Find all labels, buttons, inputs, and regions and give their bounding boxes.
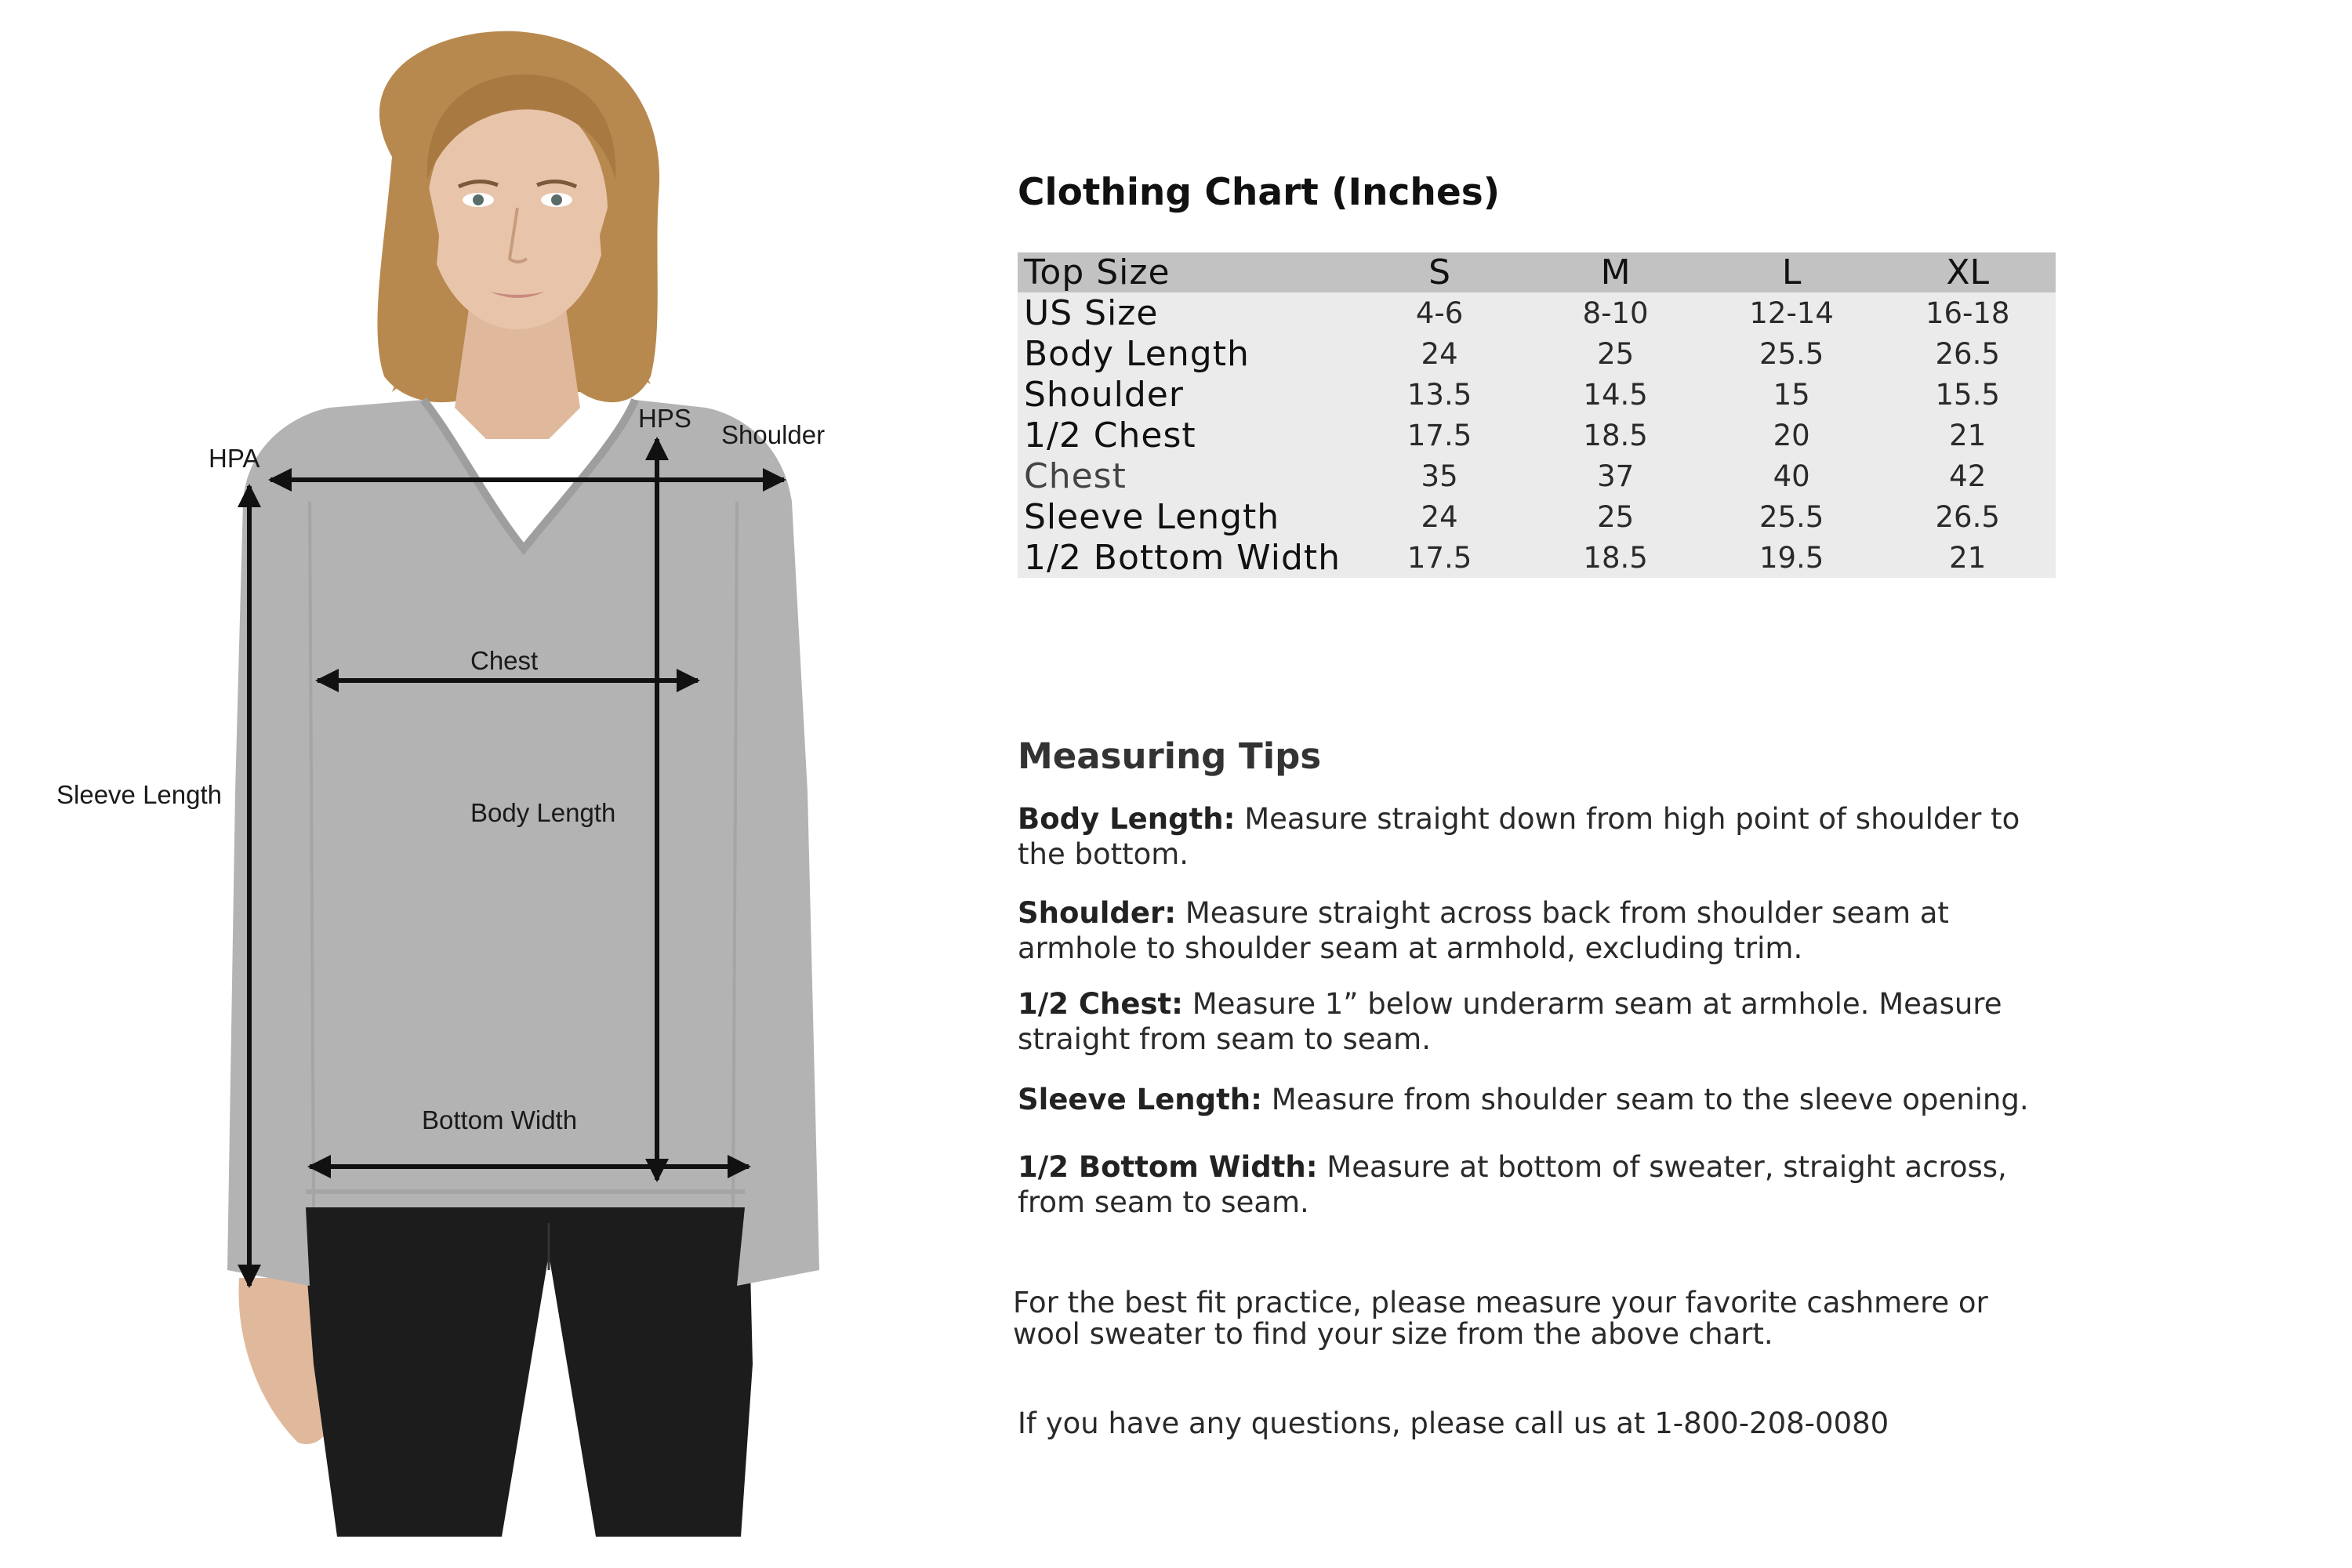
tip-body-length (1018, 801, 2037, 872)
table-cell: 24 (1421, 499, 1458, 534)
table-cell: 42 (1949, 459, 1987, 493)
hps-label: HPS (638, 404, 691, 433)
model-figure (0, 0, 894, 1568)
table-cell: 18.5 (1583, 540, 1648, 575)
table-cell: 12-14 (1749, 296, 1834, 330)
tip-text: Measure straight down from high point of shoulder to the bottom. (1018, 802, 2020, 871)
tip-term: 1/2 Chest: (1018, 987, 1183, 1021)
sweater (227, 400, 819, 1286)
row-label: Chest (1024, 456, 1127, 496)
table-cell: 35 (1421, 459, 1458, 493)
pants (302, 1207, 753, 1537)
table-cell: 21 (1949, 418, 1987, 452)
table-row (1018, 537, 2056, 578)
table-header-row (1018, 252, 2056, 292)
header-cell-size: XL (1879, 252, 2056, 292)
hpa-label: HPA (209, 444, 260, 473)
table-cell: 40 (1773, 459, 1810, 493)
tip-term: 1/2 Bottom Width: (1018, 1150, 1318, 1184)
table-row (1018, 456, 2056, 496)
fit-note: For the best fit practice, please measure your favorite cashmere or wool sweater to find your size from the above chart. (1013, 1286, 1988, 1351)
table-cell: 26.5 (1935, 499, 2000, 534)
table-cell: 19.5 (1759, 540, 1824, 575)
body-length-label: Body Length (470, 798, 616, 827)
sleeve-length-label: Sleeve Length (56, 780, 223, 809)
table-cell: 37 (1597, 459, 1635, 493)
tip-text: Measure at bottom of sweater, straight across, from seam to seam. (1018, 1150, 2007, 1219)
table-row (1018, 496, 2056, 537)
table-cell: 13.5 (1406, 377, 1472, 412)
table-cell: 24 (1421, 336, 1458, 371)
table-cell: 15.5 (1935, 377, 2000, 412)
row-label: Body Length (1024, 333, 1250, 374)
header-cell-size: S (1352, 252, 1528, 292)
table-row (1018, 292, 2056, 333)
table-cell: 21 (1949, 540, 1987, 575)
tip-half-bottom-width (1018, 1149, 2037, 1220)
shoulder-label: Shoulder (721, 420, 826, 449)
table-row (1018, 415, 2056, 456)
row-label: 1/2 Chest (1024, 415, 1196, 456)
contact-note: If you have any questions, please call us at 1-800-208-0080 (1018, 1406, 1889, 1440)
tip-text: Measure 1” below underarm seam at armhole. Measure straight from seam to seam. (1018, 987, 2002, 1056)
header-cell-size: L (1704, 252, 1880, 292)
table-cell: 20 (1773, 418, 1810, 452)
tip-sleeve-length (1018, 1082, 2037, 1117)
table-row (1018, 374, 2056, 415)
table-cell: 26.5 (1935, 336, 2000, 371)
table-cell: 25.5 (1759, 336, 1824, 371)
bottom-width-label: Bottom Width (422, 1105, 578, 1134)
table-cell: 25.5 (1759, 499, 1824, 534)
tip-shoulder (1018, 895, 2037, 966)
table-cell: 17.5 (1406, 418, 1472, 452)
tip-term: Shoulder: (1018, 896, 1177, 930)
chart-title: Clothing Chart (Inches) (1018, 171, 1501, 214)
tip-term: Sleeve Length: (1018, 1083, 1262, 1116)
tip-half-chest (1018, 986, 2037, 1057)
tip-text: Measure from shoulder seam to the sleeve opening. (1261, 1083, 2029, 1116)
tips-heading: Measuring Tips (1018, 735, 1322, 777)
table-cell: 4-6 (1415, 296, 1464, 330)
header-cell-size: M (1527, 252, 1704, 292)
table-cell: 15 (1773, 377, 1810, 412)
row-label: Sleeve Length (1024, 496, 1280, 537)
tip-text: Measure straight across back from shoulder seam at armhole to shoulder seam at armhold, excluding trim. (1018, 896, 1949, 965)
row-label: US Size (1024, 292, 1159, 333)
row-label: Shoulder (1024, 374, 1184, 415)
table-cell: 25 (1597, 336, 1635, 371)
table-cell: 25 (1597, 499, 1635, 534)
size-table (1018, 252, 2056, 578)
tip-term: Body Length: (1018, 802, 1236, 836)
table-cell: 16-18 (1925, 296, 2010, 330)
table-row (1018, 333, 2056, 374)
table-cell: 17.5 (1406, 540, 1472, 575)
table-cell: 18.5 (1583, 418, 1648, 452)
header-cell-top-size: Top Size (1018, 252, 1352, 292)
table-cell: 14.5 (1583, 377, 1648, 412)
table-cell: 8-10 (1582, 296, 1649, 330)
row-label: 1/2 Bottom Width (1024, 537, 1341, 578)
chest-label: Chest (470, 646, 539, 675)
